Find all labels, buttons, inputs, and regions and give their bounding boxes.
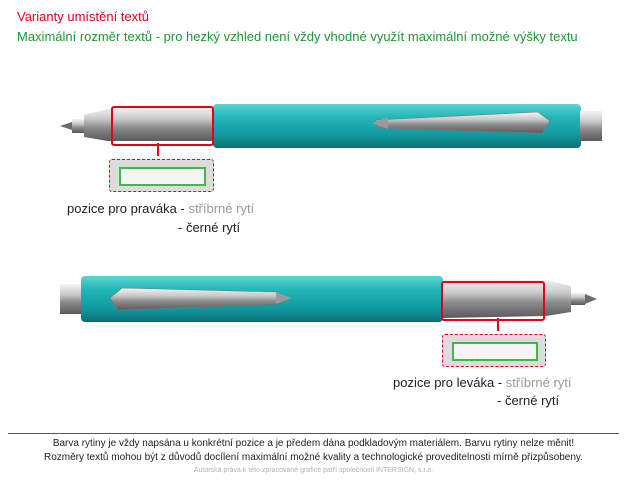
option-silver-engraving: stříbrné rytí — [188, 201, 255, 216]
pen-end-cap — [580, 111, 602, 141]
footer-note-size: Rozměry textů mohou být z důvodů docílení maximální možné kvality a technologické proveditelnosti mírně přizpůsobeny. — [44, 452, 583, 463]
text-area-box — [119, 167, 206, 186]
pointer-line — [157, 143, 159, 156]
footer-note-color: Barva rytiny je vždy napsána u konkrétní pozice a je předem dána podkladovým materiálem. Barvu rytiny nelze měnit! — [52, 438, 575, 449]
copyright-notice: Autorská práva k této zpracované grafice patří společnosti INTERSIGN, s.r.o. — [193, 467, 434, 474]
text-area-box — [452, 342, 538, 361]
footer-divider — [8, 433, 619, 434]
label-right-handed: pozice pro praváka - stříbrné rytí — [67, 201, 255, 216]
page-title: Varianty umístění textů — [17, 9, 149, 24]
engraving-preview — [109, 159, 214, 192]
engraving-preview — [442, 334, 546, 367]
label-left-handed: pozice pro leváka - stříbrné rytí — [393, 375, 572, 390]
pen-end-cap — [60, 284, 82, 314]
option-black-engraving: - černé rytí — [497, 393, 560, 408]
pen-tip — [60, 122, 72, 130]
option-silver-engraving: stříbrné rytí — [505, 375, 572, 390]
pointer-line — [497, 318, 499, 331]
option-black-engraving: - černé rytí — [178, 220, 241, 235]
engraving-area-highlight — [441, 281, 545, 321]
engraving-area-highlight — [111, 106, 214, 146]
pen-tip-cone — [571, 293, 585, 305]
pen-tip-cone — [72, 119, 84, 133]
page-subtitle: Maximální rozměr textů - pro hezký vzhled není vždy vhodné využít maximální možné výšky textu — [17, 29, 578, 44]
pen-tip — [585, 294, 597, 304]
